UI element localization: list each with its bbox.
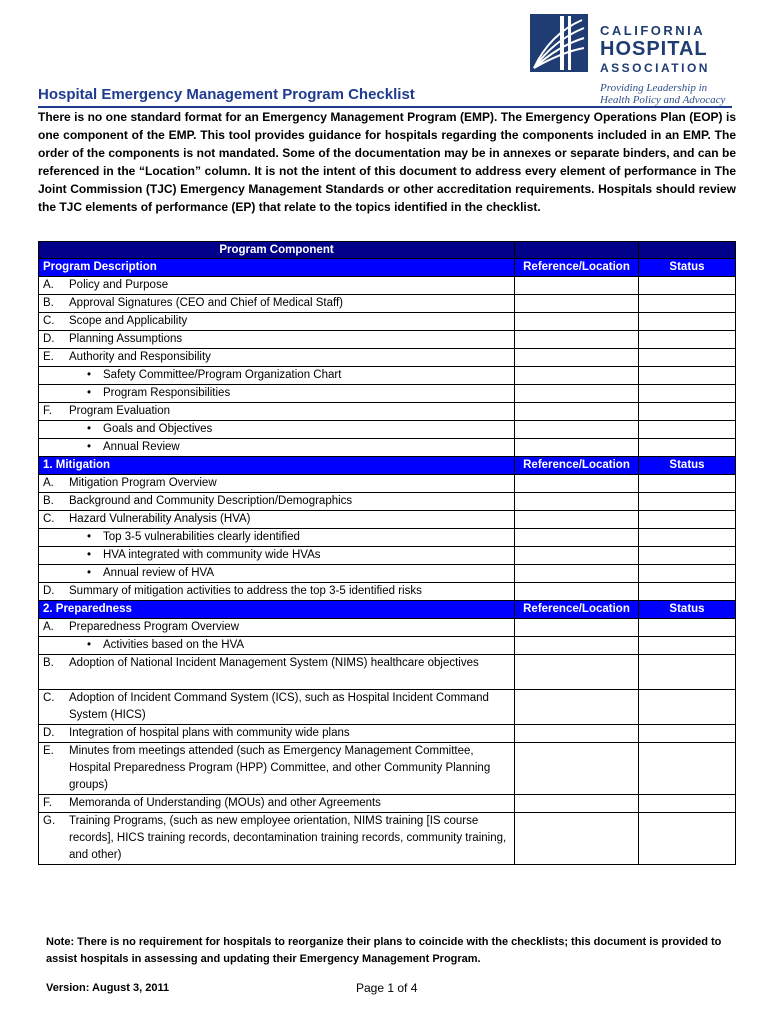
- component-bullet-text: Annual review of HVA: [103, 567, 215, 579]
- component-letter: A.: [43, 621, 54, 633]
- logo-line-2: HOSPITAL: [600, 38, 708, 60]
- component-cell: [39, 421, 515, 439]
- checklist-row: [39, 277, 736, 295]
- checklist-row: [39, 619, 736, 637]
- reference-location-cell[interactable]: [515, 743, 639, 795]
- checklist-row: [39, 743, 736, 795]
- component-bullet-text: Activities based on the HVA: [103, 639, 245, 651]
- component-letter: A.: [43, 477, 54, 489]
- reference-location-cell[interactable]: [515, 331, 639, 349]
- component-letter: D.: [43, 727, 55, 739]
- bullet-icon: •: [87, 441, 92, 453]
- reference-location-cell[interactable]: [515, 475, 639, 493]
- component-text: Memoranda of Understanding (MOUs) and other Agreements: [69, 797, 381, 809]
- status-cell[interactable]: [639, 511, 736, 529]
- component-cell: [39, 475, 515, 493]
- component-cell: [39, 295, 515, 313]
- status-cell[interactable]: [639, 583, 736, 601]
- status-cell[interactable]: [639, 349, 736, 367]
- checklist-row: [39, 690, 736, 725]
- logo-line-3: ASSOCIATION: [600, 61, 710, 75]
- status-cell[interactable]: [639, 367, 736, 385]
- component-text: Summary of mitigation activities to address the top 3-5 identified risks: [69, 585, 422, 597]
- component-letter: A.: [43, 279, 54, 291]
- checklist-row: [39, 295, 736, 313]
- status-cell[interactable]: [639, 655, 736, 690]
- component-bullet-text: Top 3-5 vulnerabilities clearly identified: [103, 531, 300, 543]
- component-bullet-text: Goals and Objectives: [103, 423, 213, 435]
- checklist-row: [39, 547, 736, 565]
- component-cell: [39, 637, 515, 655]
- component-letter: E.: [43, 351, 54, 363]
- page-number: Page 1 of 4: [356, 981, 418, 995]
- component-text: Adoption of Incident Command System (ICS), such as Hospital Incident Command System (HICS): [69, 692, 489, 721]
- component-cell: [39, 690, 515, 725]
- reference-location-cell[interactable]: [515, 493, 639, 511]
- status-cell[interactable]: [639, 403, 736, 421]
- component-letter: D.: [43, 585, 55, 597]
- reference-location-cell[interactable]: [515, 795, 639, 813]
- component-cell: [39, 565, 515, 583]
- bullet-icon: •: [87, 567, 92, 579]
- status-cell[interactable]: [639, 637, 736, 655]
- checklist-row: [39, 313, 736, 331]
- component-cell: [39, 331, 515, 349]
- checklist-row: [39, 511, 736, 529]
- component-bullet-text: Program Responsibilities: [103, 387, 231, 399]
- bullet-icon: •: [87, 387, 92, 399]
- bullet-icon: •: [87, 549, 92, 561]
- component-letter: F.: [43, 797, 52, 809]
- component-text: Scope and Applicability: [69, 315, 188, 327]
- section-header-row: [39, 601, 736, 619]
- checklist-row: [39, 565, 736, 583]
- status-cell[interactable]: [639, 475, 736, 493]
- component-letter: F.: [43, 405, 52, 417]
- cha-logo: [530, 14, 730, 106]
- component-text: Training Programs, (such as new employee orientation, NIMS training [IS course records], HICS training records, decontamination training records, community training, and other): [69, 815, 507, 861]
- checklist-table: [38, 241, 736, 865]
- component-letter: C.: [43, 513, 55, 525]
- logo-tagline-1: Providing Leadership in: [600, 82, 708, 94]
- component-bullet-text: HVA integrated with community wide HVAs: [103, 549, 321, 561]
- status-cell[interactable]: [639, 295, 736, 313]
- section-header-row: [39, 259, 736, 277]
- reference-location-cell[interactable]: [515, 565, 639, 583]
- checklist-row: [39, 529, 736, 547]
- top-header-status-cell: [639, 242, 736, 259]
- checklist-row: [39, 583, 736, 601]
- reference-location-cell[interactable]: [515, 367, 639, 385]
- reference-location-cell[interactable]: [515, 403, 639, 421]
- bullet-icon: •: [87, 639, 92, 651]
- component-cell: [39, 619, 515, 637]
- checklist-row: [39, 385, 736, 403]
- component-bullet-text: Safety Committee/Program Organization Chart: [103, 369, 342, 381]
- component-text: Program Evaluation: [69, 405, 170, 417]
- status-cell[interactable]: [639, 795, 736, 813]
- reference-location-cell[interactable]: [515, 313, 639, 331]
- status-cell[interactable]: [639, 421, 736, 439]
- status-cell[interactable]: [639, 743, 736, 795]
- logo-line-1: CALIFORNIA: [600, 23, 706, 38]
- document-title: Hospital Emergency Management Program Checklist: [38, 86, 415, 103]
- version-label: Version: August 3, 2011: [46, 982, 170, 994]
- status-cell[interactable]: [639, 565, 736, 583]
- checklist-row: [39, 637, 736, 655]
- reference-location-cell[interactable]: [515, 655, 639, 690]
- component-letter: B.: [43, 297, 54, 309]
- top-header-ref-cell: [515, 242, 639, 259]
- status-cell[interactable]: [639, 690, 736, 725]
- reference-location-header: Reference/Location: [515, 259, 639, 277]
- bullet-icon: •: [87, 369, 92, 381]
- component-text: Approval Signatures (CEO and Chief of Medical Staff): [69, 297, 344, 309]
- component-cell: [39, 743, 515, 795]
- component-cell: [39, 403, 515, 421]
- reference-location-cell[interactable]: [515, 619, 639, 637]
- checklist-row: [39, 813, 736, 865]
- component-cell: [39, 367, 515, 385]
- reference-location-cell[interactable]: [515, 277, 639, 295]
- component-letter: C.: [43, 692, 55, 704]
- status-header: Status: [639, 601, 736, 619]
- component-cell: [39, 439, 515, 457]
- cha-logo-mark-icon: [530, 14, 588, 72]
- status-cell[interactable]: [639, 529, 736, 547]
- component-text: Mitigation Program Overview: [69, 477, 217, 489]
- checklist-row: [39, 795, 736, 813]
- section-title: Program Description: [39, 259, 515, 277]
- status-cell[interactable]: [639, 493, 736, 511]
- component-cell: [39, 511, 515, 529]
- component-text: Planning Assumptions: [69, 333, 183, 345]
- reference-location-cell[interactable]: [515, 547, 639, 565]
- reference-location-cell[interactable]: [515, 690, 639, 725]
- reference-location-cell[interactable]: [515, 511, 639, 529]
- checklist-row: [39, 655, 736, 690]
- intro-paragraph: There is no one standard format for an Emergency Management Program (EMP). The Emergency Operations Plan (EOP) is one component of the EMP. This tool provides guidance for hospitals regarding the components included in an EMP. The order of the components is not mandated. Some of the documentation may be in annexes or separate binders, and can be referenced in the “Location” column. It is not the intent of this document to address every element of performance in The Joint Commission (TJC) Emergency Management Standards or other accreditation requirements. Hospitals should review the TJC elements of performance (EP) that relate to the topics identified in the checklist.: [38, 110, 736, 214]
- section-header-row: [39, 457, 736, 475]
- component-letter: D.: [43, 333, 55, 345]
- component-cell: [39, 277, 515, 295]
- status-cell[interactable]: [639, 619, 736, 637]
- checklist-row: [39, 403, 736, 421]
- reference-location-header: Reference/Location: [515, 457, 639, 475]
- component-cell: [39, 725, 515, 743]
- reference-location-cell[interactable]: [515, 349, 639, 367]
- component-cell: [39, 547, 515, 565]
- status-cell[interactable]: [639, 313, 736, 331]
- status-cell[interactable]: [639, 277, 736, 295]
- section-title: 1. Mitigation: [39, 457, 515, 475]
- reference-location-header: Reference/Location: [515, 601, 639, 619]
- reference-location-cell[interactable]: [515, 813, 639, 865]
- checklist-row: [39, 725, 736, 743]
- component-cell: [39, 795, 515, 813]
- checklist-row: [39, 421, 736, 439]
- component-letter: G.: [43, 815, 56, 827]
- component-letter: B.: [43, 657, 54, 669]
- reference-location-cell[interactable]: [515, 295, 639, 313]
- checklist-row: [39, 349, 736, 367]
- component-bullet-text: Annual Review: [103, 441, 180, 453]
- status-cell[interactable]: [639, 813, 736, 865]
- component-cell: [39, 583, 515, 601]
- component-text: Preparedness Program Overview: [69, 621, 240, 633]
- checklist-row: [39, 331, 736, 349]
- status-cell[interactable]: [639, 331, 736, 349]
- component-text: Hazard Vulnerability Analysis (HVA): [69, 513, 251, 525]
- status-cell[interactable]: [639, 547, 736, 565]
- component-letter: B.: [43, 495, 54, 507]
- status-cell[interactable]: [639, 725, 736, 743]
- checklist-row: [39, 475, 736, 493]
- reference-location-cell[interactable]: [515, 637, 639, 655]
- reference-location-cell[interactable]: [515, 421, 639, 439]
- footer-note: Note: There is no requirement for hospitals to reorganize their plans to coincide with the checklists; this document is provided to assist hospitals in assessing and updating their Emergency Management Program.: [46, 936, 722, 965]
- component-text: Minutes from meetings attended (such as Emergency Management Committee, Hospital Preparedness Program (HPP) Committee, and other Community Planning groups): [69, 745, 491, 791]
- section-title: 2. Preparedness: [39, 601, 515, 619]
- checklist-row: [39, 439, 736, 457]
- bullet-icon: •: [87, 423, 92, 435]
- logo-tagline: [600, 82, 725, 106]
- component-text: Policy and Purpose: [69, 279, 169, 291]
- program-component-header: Program Component: [39, 242, 515, 259]
- status-cell[interactable]: [639, 439, 736, 457]
- checklist-row: [39, 493, 736, 511]
- checklist-row: [39, 367, 736, 385]
- component-text: Adoption of National Incident Management System (NIMS) healthcare objectives: [69, 657, 479, 669]
- component-text: Integration of hospital plans with community wide plans: [69, 727, 350, 739]
- status-header: Status: [639, 457, 736, 475]
- component-cell: [39, 349, 515, 367]
- component-text: Authority and Responsibility: [69, 351, 211, 363]
- reference-location-cell[interactable]: [515, 529, 639, 547]
- status-cell[interactable]: [639, 385, 736, 403]
- table-top-header-row: [39, 242, 736, 259]
- component-letter: E.: [43, 745, 54, 757]
- component-cell: [39, 813, 515, 865]
- status-header: Status: [639, 259, 736, 277]
- reference-location-cell[interactable]: [515, 725, 639, 743]
- component-text: Background and Community Description/Demographics: [69, 495, 353, 507]
- component-cell: [39, 493, 515, 511]
- component-cell: [39, 385, 515, 403]
- reference-location-cell[interactable]: [515, 583, 639, 601]
- component-letter: C.: [43, 315, 55, 327]
- logo-tagline-2: Health Policy and Advocacy: [600, 94, 726, 106]
- component-cell: [39, 655, 515, 690]
- reference-location-cell[interactable]: [515, 439, 639, 457]
- bullet-icon: •: [87, 531, 92, 543]
- component-cell: [39, 529, 515, 547]
- component-cell: [39, 313, 515, 331]
- reference-location-cell[interactable]: [515, 385, 639, 403]
